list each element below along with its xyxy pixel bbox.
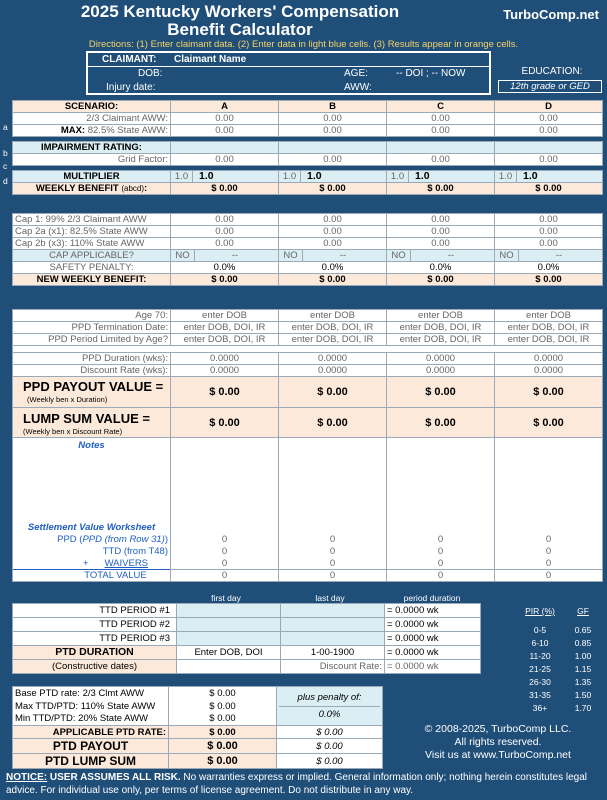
max-aww-b: 0.00 (279, 125, 387, 137)
cap2a-c: 0.00 (387, 226, 495, 238)
ppd-payout-b: $ 0.00 (279, 377, 387, 408)
worksheet-ppd-b: 0 (279, 534, 387, 546)
safety-penalty-d[interactable]: 0.0% (495, 262, 603, 274)
age70-a: enter DOB (171, 310, 279, 322)
ptd-penalty-cell[interactable] (277, 687, 383, 726)
scenario-col-c: C (387, 101, 495, 113)
ppd-limited-c: enter DOB, DOI, IR (387, 334, 495, 346)
ppd-limited-label: PPD Period Limited by Age? (13, 334, 171, 346)
weekly-benefit-c: $ 0.00 (387, 183, 495, 195)
gf-value-5: 1.50 (574, 690, 592, 700)
scenario-col-b: B (279, 101, 387, 113)
ppd-limited-d: enter DOB, DOI, IR (495, 334, 603, 346)
directions-text: Directions: (1) Enter claimant data. (2) Enter data in light blue cells. (3) Results appear in orange cells. (88, 39, 519, 50)
gf-value-2: 1.00 (574, 651, 592, 661)
lump-sum-label: LUMP SUM VALUE = (Weekly ben x Discount Rate) (13, 408, 171, 440)
claimant-label: CLAIMANT: (102, 54, 157, 65)
discount-rate-b: 0.0000 (279, 365, 387, 377)
ttd-period3-duration: = 0.0000 wk (385, 632, 481, 646)
cap-applicable-label: CAP APPLICABLE? (13, 250, 171, 262)
new-weekly-a: $ 0.00 (171, 274, 279, 286)
pir-range-0: 0-5 (533, 625, 547, 635)
max-aww-c: 0.00 (387, 125, 495, 137)
pir-range-3: 21-25 (529, 664, 551, 674)
pir-grid-table (515, 605, 601, 715)
ppd-duration-a: 0.0000 (171, 353, 279, 365)
ppd-duration-d: 0.0000 (495, 353, 603, 365)
ptd-lump-penalty: $ 0.00 (277, 754, 383, 769)
ptd-duration-value: = 0.0000 wk (385, 646, 481, 660)
ptd-min-label: Min TTD/PTD: 20% State AWW (13, 713, 169, 726)
aww-label: AWW: (344, 82, 372, 93)
ppd-payout-label: PPD PAYOUT VALUE = (Weekly ben x Duration) (13, 377, 171, 408)
multiplier-d[interactable]: 1.0 1.0 (495, 171, 603, 183)
weekly-benefit-label: WEEKLY BENEFIT (abcd): (13, 183, 171, 195)
scenario-table (12, 100, 603, 195)
ptd-duration-last: 1-00-1900 (281, 646, 385, 660)
worksheet-ppd-c: 0 (387, 534, 495, 546)
page-subtitle: Benefit Calculator (167, 20, 313, 39)
ptd-applicable-label: APPLICABLE PTD RATE: (13, 726, 169, 739)
ptd-base-value: $ 0.00 (169, 687, 277, 700)
discount-rate-label: Discount Rate (wks): (13, 365, 171, 377)
ptd-applicable-penalty: $ 0.00 (277, 726, 383, 739)
max-aww-label: MAX: 82.5% State AWW: (13, 125, 171, 137)
ppd-duration-c: 0.0000 (387, 353, 495, 365)
ptd-lump-label: PTD LUMP SUM (13, 754, 169, 769)
education-select[interactable]: 12th grade or GED (498, 80, 602, 93)
grid-factor-b: 0.00 (279, 154, 387, 166)
gf-value-6: 1.70 (574, 703, 592, 713)
gf-value-4: 1.35 (574, 677, 592, 687)
safety-penalty-b[interactable]: 0.0% (279, 262, 387, 274)
ptd-duration-first: Enter DOB, DOI (177, 646, 281, 660)
page-title: 2025 Kentucky Workers' Compensation (80, 2, 400, 21)
ptd-discount-label: Discount Rate: (281, 660, 385, 674)
ttd-period2-duration: = 0.0000 wk (385, 618, 481, 632)
age70-d: enter DOB (495, 310, 603, 322)
row-letter-a: a (3, 122, 8, 132)
copyright-block (400, 723, 596, 762)
cap2b-b: 0.00 (279, 238, 387, 250)
age70-label: Age 70: (13, 310, 171, 322)
impairment-input-d[interactable] (495, 142, 603, 154)
ppd-payout-c: $ 0.00 (387, 377, 495, 408)
discount-rate-d: 0.0000 (495, 365, 603, 377)
notes-a[interactable] (171, 438, 279, 522)
gf-value-1: 0.85 (574, 638, 592, 648)
cap1-a: 0.00 (171, 214, 279, 226)
discount-rate-a: 0.0000 (171, 365, 279, 377)
cap-applicable-c[interactable]: NO -- (387, 250, 495, 262)
ttd-period3-first[interactable] (177, 632, 281, 646)
multiplier-c[interactable]: 1.0 1.0 (387, 171, 495, 183)
notes-d[interactable] (495, 438, 603, 522)
visit-link[interactable]: Visit us at www.TurboComp.net (425, 749, 571, 761)
education-label: EDUCATION: (521, 66, 583, 77)
notes-table (12, 437, 603, 582)
ppd-payout-d: $ 0.00 (495, 377, 603, 408)
worksheet-ppd-label: PPD (PPD (from Row 31)) (13, 534, 171, 546)
injury-date-label: Injury date: (106, 82, 156, 93)
worksheet-ttd-c: 0 (387, 546, 495, 558)
ptd-max-label: Max TTD/PTD: 110% State AWW (13, 700, 169, 713)
lump-sum-d: $ 0.00 (495, 408, 603, 440)
pir-header: PIR (%) (525, 606, 555, 616)
lump-sum-b: $ 0.00 (279, 408, 387, 440)
ttd-period1-first[interactable] (177, 604, 281, 618)
claimant-aww-label: 2/3 Claimant AWW: (13, 113, 171, 125)
ttd-period3-label: TTD PERIOD #3 (13, 632, 177, 646)
max-aww-a: 0.00 (171, 125, 279, 137)
copyright-text: © 2008-2025, TurboComp LLC. (424, 723, 572, 735)
pir-range-5: 31-35 (529, 690, 551, 700)
ttd-period1-label: TTD PERIOD #1 (13, 604, 177, 618)
worksheet-ttd-label: TTD (from T48) (13, 546, 171, 558)
row-letter-c: c (3, 161, 8, 171)
ppd-termination-d: enter DOB, DOI, IR (495, 322, 603, 334)
ptd-duration-label: PTD DURATION (13, 646, 177, 660)
claimant-box (86, 51, 491, 95)
worksheet-waivers-a[interactable]: 0 (171, 558, 279, 570)
worksheet-waivers-d[interactable]: 0 (495, 558, 603, 570)
ptd-max-value: $ 0.00 (169, 700, 277, 713)
lump-sum-a: $ 0.00 (171, 408, 279, 440)
worksheet-total-c: 0 (387, 570, 495, 582)
worksheet-ttd-a: 0 (171, 546, 279, 558)
claimant-aww-a: 0.00 (171, 113, 279, 125)
gf-header: GF (577, 606, 589, 616)
claimant-aww-b: 0.00 (279, 113, 387, 125)
grid-factor-d: 0.00 (495, 154, 603, 166)
claimant-aww-c: 0.00 (387, 113, 495, 125)
worksheet-waivers-label: + WAIVERS (13, 558, 171, 570)
worksheet-total-label: TOTAL VALUE (13, 570, 171, 582)
grid-factor-a: 0.00 (171, 154, 279, 166)
weekly-benefit-d: $ 0.00 (495, 183, 603, 195)
gf-value-0: 0.65 (574, 625, 592, 635)
ptd-payout-value: $ 0.00 (169, 739, 277, 754)
new-weekly-c: $ 0.00 (387, 274, 495, 286)
cap2b-c: 0.00 (387, 238, 495, 250)
age-label: AGE: (344, 68, 368, 79)
impairment-input-c[interactable] (387, 142, 495, 154)
ttd-period1-duration: = 0.0000 wk (385, 604, 481, 618)
ptd-penalty-label: plus penalty of: (297, 692, 362, 703)
ppd-termination-c: enter DOB, DOI, IR (387, 322, 495, 334)
age70-c: enter DOB (387, 310, 495, 322)
scenario-label: SCENARIO: (13, 101, 171, 113)
ttd-period2-first[interactable] (177, 618, 281, 632)
scenario-col-d: D (495, 101, 603, 113)
claimant-aww-d: 0.00 (495, 113, 603, 125)
worksheet-ppd-a: 0 (171, 534, 279, 546)
weekly-benefit-a: $ 0.00 (171, 183, 279, 195)
cap2b-label: Cap 2b (x3): 110% State AWW (13, 238, 171, 250)
lump-sum-c: $ 0.00 (387, 408, 495, 440)
ppd-table (12, 309, 603, 440)
ppd-duration-label: PPD Duration (wks): (13, 353, 171, 365)
ptd-base-label: Base PTD rate: 2/3 Clmt AWW (13, 687, 169, 700)
ptd-payout-label: PTD PAYOUT (13, 739, 169, 754)
row-letter-b: b (3, 148, 8, 158)
new-weekly-label: NEW WEEKLY BENEFIT: (13, 274, 171, 286)
cap1-b: 0.00 (279, 214, 387, 226)
worksheet-total-a: 0 (171, 570, 279, 582)
ttd-period2-last[interactable] (281, 618, 385, 632)
ppd-termination-label: PPD Termination Date: (13, 322, 171, 334)
dob-label: DOB: (138, 68, 163, 79)
worksheet-waivers-b[interactable]: 0 (279, 558, 387, 570)
cap1-c: 0.00 (387, 214, 495, 226)
ptd-min-value: $ 0.00 (169, 713, 277, 726)
ttd-period3-last[interactable] (281, 632, 385, 646)
cap2a-a: 0.00 (171, 226, 279, 238)
cap2a-d: 0.00 (495, 226, 603, 238)
ptd-applicable-value: $ 0.00 (169, 726, 277, 739)
impairment-label: IMPAIRMENT RATING: (13, 142, 171, 154)
new-weekly-d: $ 0.00 (495, 274, 603, 286)
age70-b: enter DOB (279, 310, 387, 322)
pir-range-6: 36+ (532, 703, 548, 713)
cap-applicable-a[interactable]: NO -- (171, 250, 279, 262)
discount-rate-c: 0.0000 (387, 365, 495, 377)
pir-range-2: 11-20 (529, 651, 551, 661)
impairment-input-a[interactable] (171, 142, 279, 154)
multiplier-label: MULTIPLIER (13, 171, 171, 183)
notes-c[interactable] (387, 438, 495, 522)
last-day-header: last day (315, 593, 345, 603)
ptd-penalty-value[interactable]: 0.0% (279, 706, 380, 720)
cap2a-b: 0.00 (279, 226, 387, 238)
ptd-discount-value: = 0.0000 wk (385, 660, 481, 674)
cap1-d: 0.00 (495, 214, 603, 226)
worksheet-ttd-b: 0 (279, 546, 387, 558)
notice-text: NOTICE: USER ASSUMES ALL RISK. No warranties express or implied. General information only; nothing herein constitutes legal advice. For individual use only, per terms of license agreement. Do not distribute in any way. (6, 772, 587, 796)
multiplier-a[interactable]: 1.0 1.0 (171, 171, 279, 183)
worksheet-waivers-c[interactable]: 0 (387, 558, 495, 570)
weekly-benefit-b: $ 0.00 (279, 183, 387, 195)
grid-factor-c: 0.00 (387, 154, 495, 166)
new-weekly-b: $ 0.00 (279, 274, 387, 286)
ppd-limited-a: enter DOB, DOI, IR (171, 334, 279, 346)
age-value: -- DOI ; -- NOW (396, 68, 466, 79)
grid-factor-label: Grid Factor: (13, 154, 171, 166)
notes-label: Notes (78, 440, 105, 451)
rights-text: All rights reserved. (454, 736, 542, 748)
ppd-termination-b: enter DOB, DOI, IR (279, 322, 387, 334)
gf-value-3: 1.15 (574, 664, 592, 674)
row-letter-d: d (3, 176, 8, 186)
caps-table (12, 213, 603, 286)
ptd-lump-value: $ 0.00 (169, 754, 277, 769)
ptd-table (12, 686, 383, 769)
cap-applicable-d[interactable]: NO -- (495, 250, 603, 262)
cap2a-label: Cap 2a (x1): 82.5% State AWW (13, 226, 171, 238)
pir-range-4: 26-30 (529, 677, 551, 687)
safety-penalty-a[interactable]: 0.0% (171, 262, 279, 274)
ppd-limited-b: enter DOB, DOI, IR (279, 334, 387, 346)
cap2b-a: 0.00 (171, 238, 279, 250)
worksheet-ttd-d: 0 (495, 546, 603, 558)
worksheet-total-b: 0 (279, 570, 387, 582)
worksheet-total-d: 0 (495, 570, 603, 582)
cap-applicable-b[interactable]: NO -- (279, 250, 387, 262)
first-day-header: first day (211, 593, 241, 603)
claimant-name-field[interactable]: Claimant Name (174, 54, 247, 65)
brand-link[interactable]: TurboComp.net (503, 7, 599, 22)
safety-penalty-label: SAFETY PENALTY: (13, 262, 171, 274)
cap2b-d: 0.00 (495, 238, 603, 250)
cap1-label: Cap 1: 99% 2/3 Claimant AWW (13, 214, 171, 226)
max-aww-d: 0.00 (495, 125, 603, 137)
safety-penalty-c[interactable]: 0.0% (387, 262, 495, 274)
worksheet-ppd-d: 0 (495, 534, 603, 546)
impairment-input-b[interactable] (279, 142, 387, 154)
ttd-period2-label: TTD PERIOD #2 (13, 618, 177, 632)
ppd-payout-a: $ 0.00 (171, 377, 279, 408)
notes-b[interactable] (279, 438, 387, 522)
notes-label-cell (13, 438, 171, 522)
pir-range-1: 6-10 (531, 638, 549, 648)
multiplier-b[interactable]: 1.0 1.0 (279, 171, 387, 183)
ttd-period1-last[interactable] (281, 604, 385, 618)
ppd-termination-a: enter DOB, DOI, IR (171, 322, 279, 334)
constructive-dates-label: (Constructive dates) (13, 660, 177, 674)
period-duration-header: period duration (403, 593, 461, 603)
scenario-col-a: A (171, 101, 279, 113)
ptd-payout-penalty: $ 0.00 (277, 739, 383, 754)
ttd-table (12, 603, 481, 674)
worksheet-label: Settlement Value Worksheet (13, 522, 171, 534)
ppd-duration-b: 0.0000 (279, 353, 387, 365)
